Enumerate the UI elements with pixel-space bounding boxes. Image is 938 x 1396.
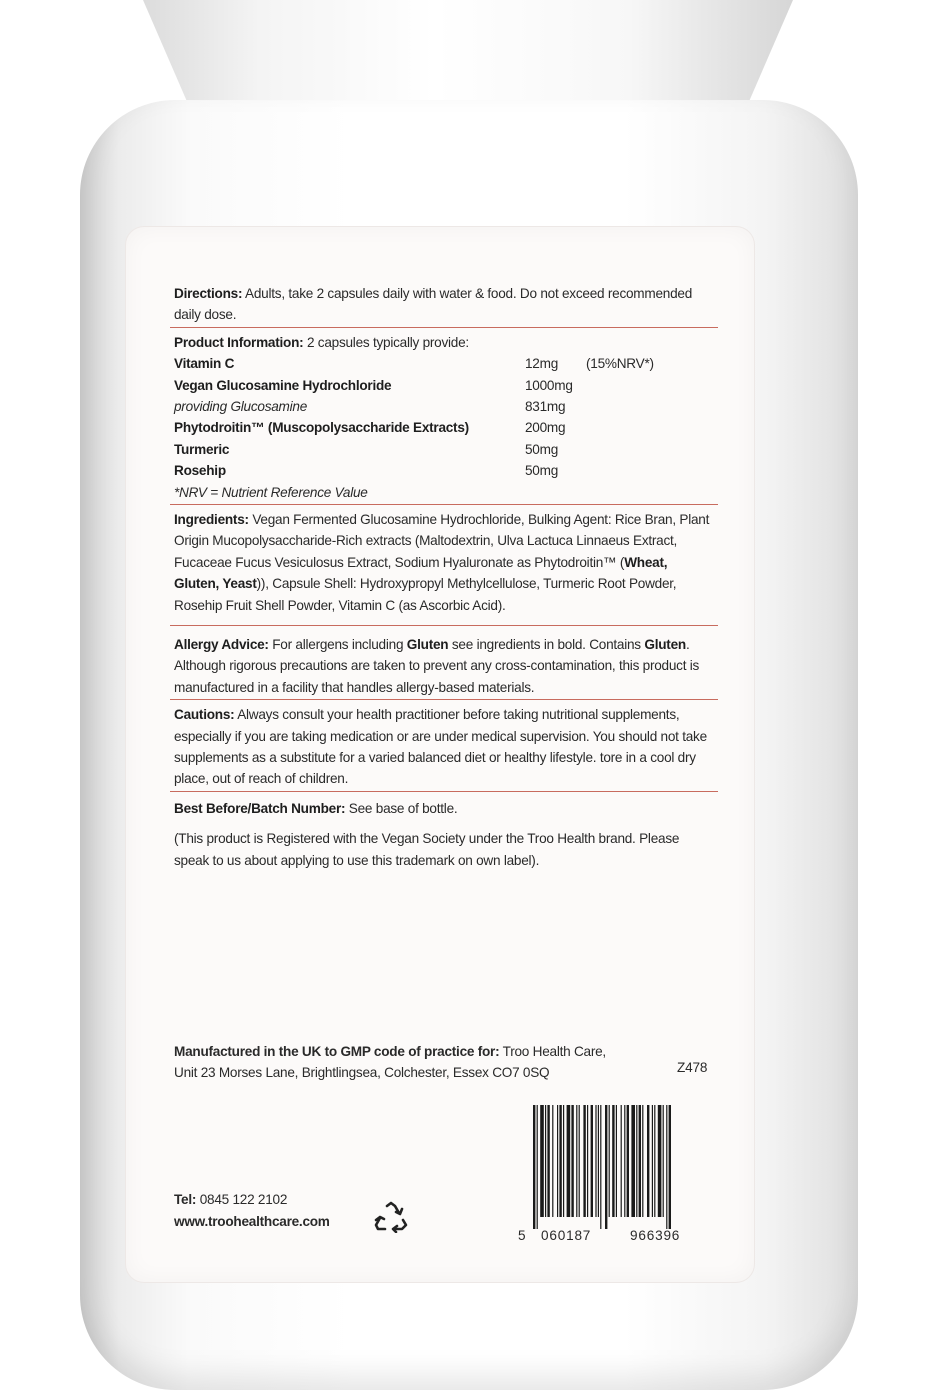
barcode-bar: [654, 1105, 655, 1217]
allergy-gluten: Gluten: [406, 637, 449, 652]
nutrient-row: [174, 460, 714, 481]
tel-label: Tel:: [174, 1192, 197, 1207]
divider: [170, 504, 718, 505]
barcode-bar: [605, 1105, 607, 1229]
ingredients-text-end: )), Capsule Shell: Hydroxypropyl Methylcellulose, Turmeric Root Powder, Rosehip Fruit Shell Powder, Vitamin C (as Ascorbic Acid).: [174, 576, 677, 613]
allergy-text: . Although rigorous precautions are taken to prevent any cross-contamination, this product is manufactured in a facility that handles allergy-based materials.: [174, 637, 700, 695]
product-info-section: [174, 332, 714, 503]
nutrient-table: [174, 353, 714, 481]
manufacturer-address: Unit 23 Morses Lane, Brightlingsea, Colchester, Essex CO7 0SQ: [174, 1065, 550, 1081]
nutrient-nrv: (15%NRV*): [586, 356, 654, 372]
barcode-bar: [547, 1105, 549, 1217]
label-text: [174, 283, 714, 871]
ingredients-heading: Ingredients:: [174, 511, 249, 527]
barcode-bar: [609, 1105, 610, 1217]
barcode-bar: [616, 1105, 617, 1217]
allergy-gluten: Gluten: [644, 637, 686, 652]
tel-number: 0845 122 2102: [196, 1192, 288, 1207]
product-info-text: 2 capsules typically provide:: [303, 334, 469, 350]
contact-info: [174, 1189, 330, 1233]
barcode-bar: [642, 1105, 643, 1217]
barcode-bar: [537, 1105, 538, 1229]
allergy-text: see ingredients in bold. Contains: [448, 637, 645, 652]
nutrient-row: [174, 439, 714, 460]
best-before-section: [174, 798, 714, 819]
barcode-bar: [571, 1105, 573, 1217]
divider: [170, 625, 718, 626]
barcode-bar: [669, 1105, 671, 1229]
nutrient-amount: 200mg: [525, 420, 566, 436]
barcode-digit-first: 5: [518, 1228, 527, 1243]
allergy-section: [174, 634, 714, 698]
barcode-digits-left: 060187: [541, 1228, 592, 1243]
barcode-digits-right: 966396: [630, 1228, 681, 1243]
barcode-bar: [563, 1105, 564, 1217]
nutrient-amount: 50mg: [525, 463, 559, 479]
barcode-bar: [552, 1105, 553, 1217]
ingredients-allergens: Wheat, Gluten, Yeast: [174, 554, 668, 592]
cautions-section: [174, 704, 714, 790]
nutrient-row: [174, 417, 714, 438]
barcode-bar: [600, 1105, 601, 1229]
cautions-heading: Cautions:: [174, 707, 235, 723]
nutrient-amount: 831mg: [525, 399, 566, 414]
barcode-bar: [652, 1105, 653, 1217]
barcode-bar: [591, 1105, 593, 1217]
barcode-bar: [621, 1105, 622, 1217]
directions-text: Adults, take 2 capsules daily with water & food. Do not exceed recommended daily dose.: [174, 286, 693, 323]
barcode-bar: [631, 1105, 635, 1217]
barcode-bar: [658, 1105, 662, 1217]
ingredients-text: Vegan Fermented Glucosamine Hydrochloride, Bulking Agent: Rice Bran, Plant Origin Mucopolysaccharide-Rich extracts (Maltodextrin, Ulva Lactuca Linnaeus Extract, Fucaceae Fucus Vesiculosus Extract, Sodium Hyaluronate as Phytodroitin™ (: [174, 511, 710, 570]
product-code: Z478: [677, 1060, 708, 1075]
allergy-text: For allergens including: [268, 637, 407, 652]
barcode-bar: [583, 1105, 585, 1217]
website: www.troohealthcare.com: [174, 1214, 330, 1229]
recycle-icon: [373, 1201, 409, 1233]
ingredients-section: [174, 509, 714, 616]
divider: [170, 327, 718, 328]
barcode-bar: [595, 1105, 596, 1217]
allergy-heading: Allergy Advice:: [174, 637, 269, 652]
nutrient-name: Rosehip: [174, 463, 226, 479]
barcode-bar: [663, 1105, 664, 1217]
nutrient-row: [174, 353, 714, 374]
nutrient-name: Phytodroitin™ (Muscopolysaccharide Extracts): [174, 420, 469, 436]
barcode-bar: [545, 1105, 546, 1217]
divider: [170, 791, 718, 792]
manufacturer-name: Troo Health Care,: [499, 1044, 606, 1059]
barcode-bar: [557, 1105, 558, 1217]
best-before-text: See base of bottle.: [345, 800, 458, 816]
divider: [170, 699, 718, 700]
barcode-bar: [639, 1105, 641, 1217]
nutrient-name: Vitamin C: [174, 356, 235, 372]
barcode-bar: [627, 1105, 629, 1217]
manufacturer-heading: Manufactured in the UK to GMP code of practice for:: [174, 1044, 500, 1059]
nutrient-amount: 12mg: [525, 356, 559, 372]
barcode-bar: [612, 1105, 614, 1217]
best-before-heading: Best Before/Batch Number:: [174, 800, 346, 816]
vegan-society-note: (This product is Registered with the Vegan Society under the Troo Health brand. Please speak to us about applying to use this trademark on own label).: [174, 831, 680, 868]
barcode-bar: [598, 1105, 599, 1217]
nutrient-amount: 50mg: [525, 441, 559, 457]
nutrient-name: Turmeric: [174, 441, 230, 457]
barcode-bar: [624, 1105, 625, 1217]
barcode-bar: [559, 1105, 561, 1217]
cautions-text: Always consult your health practitioner before taking nutritional supplements, especially if you are taking medication or are under medical supervision. You should not take supplements as a substitute for a varied balanced diet or healthy lifestyle. tore in a cool dry place, out of reach of children.: [174, 707, 707, 787]
barcode: [531, 1105, 711, 1229]
product-info-heading: Product Information:: [174, 334, 304, 350]
directions-section: [174, 283, 714, 326]
barcode-bar: [576, 1105, 577, 1217]
directions-heading: Directions:: [174, 286, 243, 301]
nutrient-row: [174, 375, 714, 396]
nutrient-row: [174, 396, 714, 417]
nutrient-amount: 1000mg: [525, 377, 573, 393]
nrv-footnote: *NRV = Nutrient Reference Value: [174, 484, 368, 500]
barcode-bar: [567, 1105, 571, 1217]
nutrient-name: providing Glucosamine: [174, 399, 308, 414]
barcode-bar: [540, 1105, 544, 1217]
barcode-bar: [647, 1105, 649, 1217]
barcode-bar: [587, 1105, 588, 1217]
manufacturer-info: [174, 1041, 734, 1084]
nutrient-name: Vegan Glucosamine Hydrochloride: [174, 377, 392, 393]
barcode-bar: [666, 1105, 667, 1229]
barcode-bar: [533, 1105, 535, 1229]
barcode-bar: [636, 1105, 637, 1217]
barcode-bar: [579, 1105, 580, 1217]
